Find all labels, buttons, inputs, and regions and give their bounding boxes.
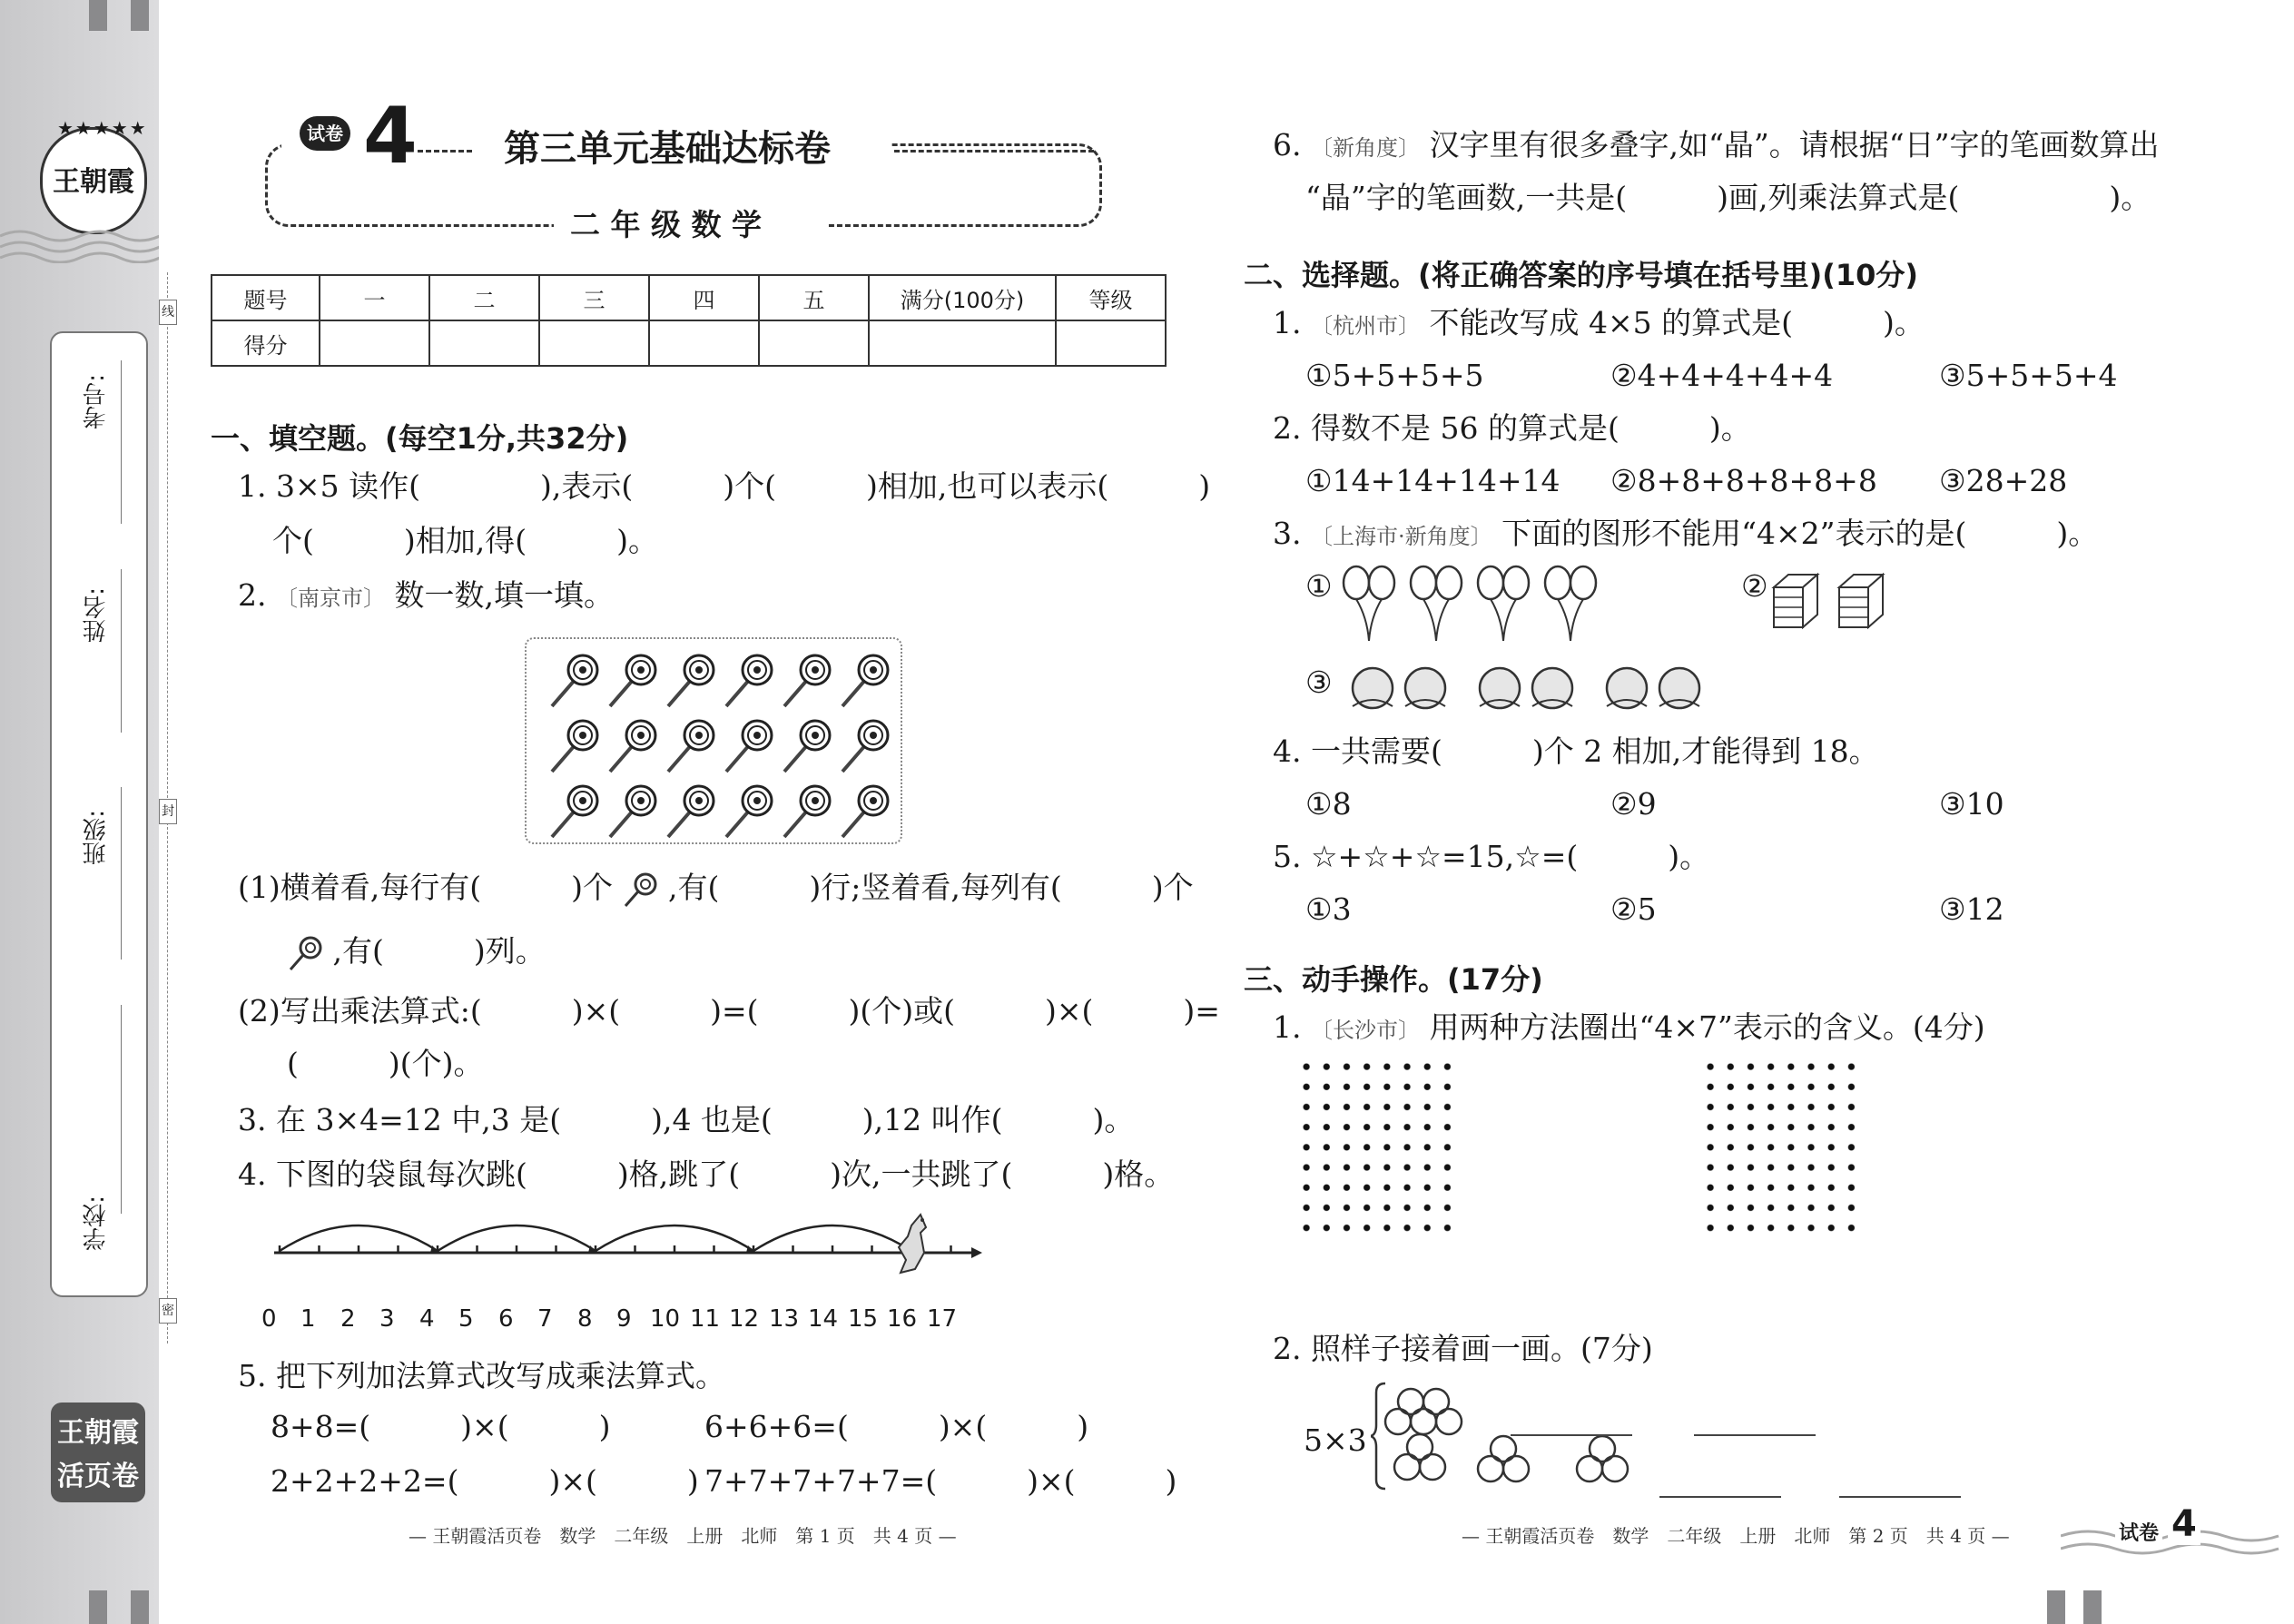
q4-text: 4. 下图的袋鼠每次跳( )格,跳了( )次,一共跳了( )格。: [238, 1156, 1175, 1192]
q2-sub1-part1: (1)横着看,每行有( )个: [238, 870, 613, 905]
section1-heading: 一、填空题。(每空1分,共32分): [211, 421, 629, 456]
dot-grid-right[interactable]: [1700, 1057, 1862, 1238]
s3-q1-line: [1273, 1008, 1985, 1050]
s3-q1-text: 用两种方法圈出“4×7”表示的含义。(4分): [1429, 1009, 1985, 1045]
school-label: 学校:: [83, 1196, 110, 1251]
name-label: 姓名:: [83, 587, 110, 643]
student-info-box: [50, 331, 148, 1297]
q2-sub1-line2: [287, 931, 546, 971]
q5-item: 8+8=( )×( ): [271, 1409, 611, 1444]
table-cell: 一: [320, 275, 429, 320]
binding-bar: [131, 0, 149, 31]
lollipop: [610, 786, 655, 837]
footer-left: — 王朝霞活页卷 数学 二年级 上册 北师 第 1 页 共 4 页 —: [409, 1525, 957, 1547]
s2-q1-option[interactable]: ①5+5+5+5: [1305, 358, 1484, 393]
answer-line[interactable]: [1694, 1434, 1816, 1436]
brand-logo: [40, 117, 148, 234]
number-line: [263, 1207, 989, 1271]
circle-drawing-area: [1371, 1380, 1934, 1498]
tick-label: 14: [808, 1305, 839, 1333]
s2-q3-source: 〔上海市·新角度〕: [1311, 524, 1492, 549]
q6-line1: [1273, 125, 2159, 168]
tick-label: 11: [690, 1305, 721, 1333]
s2-q1-label: 1.: [1273, 305, 1302, 340]
section3-heading: 三、动手操作。(17分): [1244, 962, 1543, 997]
balloon-pair: [1478, 566, 1529, 641]
q2-sub1-line1: [238, 868, 1194, 908]
answer-line[interactable]: [1511, 1434, 1632, 1436]
q2-source: 〔南京市〕: [276, 586, 385, 611]
binding-bar: [89, 0, 107, 31]
tick-label: 3: [379, 1305, 395, 1333]
logo-text: 王朝霞: [53, 166, 134, 198]
tick-label: 17: [927, 1305, 958, 1333]
table-cell: 三: [539, 275, 649, 320]
balloons-image: [1342, 563, 1614, 645]
tick-label: 2: [340, 1305, 356, 1333]
s2-q5-option[interactable]: ②5: [1610, 891, 1657, 927]
balloon-pair: [1344, 566, 1394, 641]
tick-label: 13: [769, 1305, 800, 1333]
name-field[interactable]: [121, 569, 122, 733]
lollipop-grid: [525, 637, 902, 844]
subtitle: 二 年 级 数 学: [570, 207, 762, 242]
s2-q5-option[interactable]: ③12: [1939, 891, 2004, 927]
table-cell: 四: [649, 275, 759, 320]
tick-label: 12: [729, 1305, 760, 1333]
lollipop-image: [527, 639, 901, 842]
table-cell: 题号: [212, 275, 320, 320]
s2-q4-option[interactable]: ③10: [1939, 786, 2004, 822]
section2-heading: 二、选择题。(将正确答案的序号填在括号里)(10分): [1244, 258, 1919, 292]
score-cell[interactable]: [869, 320, 1056, 366]
tick-label: 10: [650, 1305, 681, 1333]
lollipop: [552, 721, 597, 772]
lollipop: [784, 786, 830, 837]
s2-q2-option[interactable]: ①14+14+14+14: [1305, 463, 1561, 498]
s2-q3-label: 3.: [1273, 516, 1302, 551]
q2-sub1-line2-text: ,有( )列。: [332, 933, 546, 969]
lollipop: [552, 786, 597, 837]
q1-line1: 1. 3×5 读作( ),表示( )个( )相加,也可以表示( ): [238, 468, 1211, 504]
tick-label: 6: [498, 1305, 514, 1333]
page-title: 第三单元基础达标卷: [504, 128, 831, 170]
lollipop: [726, 655, 772, 706]
exam-number: 4: [363, 91, 418, 182]
q2-sub1-part2: ,有( )行;竖着看,每列有( )个: [667, 870, 1194, 905]
q2-sub2-line1: (2)写出乘法算式:( )×( )=( )(个)或( )×( )=: [238, 993, 1220, 1029]
binding-mark: 线: [159, 300, 177, 325]
s2-q4-text: 4. 一共需要( )个 2 相加,才能得到 18。: [1273, 733, 1879, 769]
score-cell[interactable]: [320, 320, 429, 366]
peach-pair: [1607, 668, 1699, 708]
tick-label: 15: [848, 1305, 879, 1333]
q6-line1-text: 汉字里有很多叠字,如“晶”。请根据“日”字的笔画数算出: [1429, 127, 2160, 162]
book-stacks-image: [1770, 567, 1897, 631]
exam-tag: 试卷: [300, 116, 350, 151]
answer-line[interactable]: [1659, 1496, 1781, 1498]
s2-q1-source: 〔杭州市〕: [1311, 313, 1420, 339]
s2-q3-option[interactable]: ③: [1305, 664, 1333, 700]
exam-number-label: 考号:: [83, 374, 110, 429]
q6-line2: “晶”字的笔画数,一共是( )画,列乘法算式是( )。: [1305, 180, 2151, 215]
lollipop: [668, 655, 714, 706]
exam-number-field[interactable]: [121, 360, 122, 524]
s2-q4-option[interactable]: ②9: [1610, 786, 1657, 822]
score-cell[interactable]: [1056, 320, 1166, 366]
s3-q1-label: 1.: [1273, 1009, 1302, 1045]
table-cell: 五: [759, 275, 869, 320]
q5-text: 5. 把下列加法算式改写成乘法算式。: [238, 1358, 725, 1393]
s2-q5-text: 5. ☆+☆+☆=15,☆=( )。: [1273, 839, 1710, 874]
q2-label: 2.: [238, 577, 267, 613]
q2-line: [238, 576, 614, 618]
q5-item: 2+2+2+2=( )×( ): [271, 1463, 699, 1499]
score-table-header-row: [212, 275, 1166, 320]
lollipop: [552, 655, 597, 706]
school-field[interactable]: [121, 1005, 122, 1214]
lollipop: [842, 786, 888, 837]
brand-badge: [51, 1403, 145, 1502]
binding-bar: [131, 1590, 149, 1624]
table-cell: 等级: [1056, 275, 1166, 320]
lollipop: [668, 721, 714, 772]
q6-source: 〔新角度〕: [1311, 135, 1420, 161]
class-field[interactable]: [121, 787, 122, 960]
q5-item: 6+6+6=( )×( ): [704, 1409, 1089, 1444]
lollipop: [784, 721, 830, 772]
balloon-pair: [1411, 566, 1462, 641]
tick-label: 9: [616, 1305, 632, 1333]
peach-pair: [1353, 668, 1445, 708]
peach-pair: [1480, 668, 1572, 708]
tick-label: 4: [419, 1305, 435, 1333]
s2-q1-line: [1273, 303, 1925, 346]
s2-q2-option[interactable]: ②8+8+8+8+8+8: [1610, 463, 1877, 498]
wave-decoration: [0, 227, 159, 263]
footer-tag: 试卷: [2115, 1518, 2162, 1546]
table-cell: 二: [429, 275, 539, 320]
logo-stars-icon: ★★★★★: [57, 117, 148, 139]
badge-line2: 活页卷: [57, 1461, 139, 1492]
tick-label: 7: [537, 1305, 553, 1333]
tick-label: 1: [300, 1305, 316, 1333]
s2-q2-text: 2. 得数不是 56 的算式是( )。: [1273, 410, 1751, 446]
q2-sub2-line2: ( )(个)。: [287, 1046, 484, 1081]
s2-q3-option[interactable]: ②: [1741, 568, 1768, 604]
q1-line2: 个( )相加,得( )。: [272, 523, 658, 558]
lollipop: [842, 655, 888, 706]
s2-q3-text: 下面的图形不能用“4×2”表示的是( )。: [1501, 516, 2099, 551]
table-cell: 满分(100分): [869, 275, 1056, 320]
peaches-image: [1334, 661, 1734, 715]
badge-line1: 王朝霞: [57, 1417, 139, 1449]
table-cell: 得分: [212, 320, 320, 366]
title-dash: [894, 150, 1094, 153]
s2-q1-option[interactable]: ②4+4+4+4+4: [1610, 358, 1834, 393]
tick-label: 5: [458, 1305, 474, 1333]
lollipop: [726, 786, 772, 837]
tick-label: 8: [577, 1305, 593, 1333]
score-cell[interactable]: [759, 320, 869, 366]
binding-bar: [2047, 1590, 2065, 1624]
tick-label: 16: [887, 1305, 918, 1333]
lollipop: [610, 655, 655, 706]
title-dash: [418, 150, 472, 153]
binding-mark: 封: [159, 799, 177, 824]
s2-q1-text: 不能改写成 4×5 的算式是( )。: [1429, 305, 1925, 340]
s3-q1-source: 〔长沙市〕: [1311, 1018, 1420, 1043]
score-cell[interactable]: [539, 320, 649, 366]
lollipop: [784, 655, 830, 706]
score-table: [211, 274, 1167, 367]
q3-text: 3. 在 3×4=12 中,3 是( ),4 也是( ),12 叫作( )。: [238, 1102, 1135, 1137]
kangaroo-icon: [890, 1209, 944, 1282]
lollipop: [668, 786, 714, 837]
lollipop: [726, 721, 772, 772]
s3-q2-text: 2. 照样子接着画一画。(7分): [1273, 1331, 1653, 1366]
score-table-row: [212, 320, 1166, 366]
answer-line[interactable]: [1839, 1496, 1961, 1498]
balloon-pair: [1545, 566, 1596, 641]
binding-bar: [89, 1590, 107, 1624]
footer-number: 4: [2168, 1503, 2200, 1545]
tick-label: 0: [261, 1305, 277, 1333]
s2-q2-option[interactable]: ③28+28: [1939, 463, 2068, 498]
footer-right: — 王朝霞活页卷 数学 二年级 上册 北师 第 2 页 共 4 页 —: [1462, 1525, 2010, 1547]
class-label: 班级:: [83, 810, 110, 865]
s2-q5-option[interactable]: ①3: [1305, 891, 1352, 927]
binding-bar: [2083, 1590, 2102, 1624]
s2-q1-option[interactable]: ③5+5+5+4: [1939, 358, 2118, 393]
s2-q4-option[interactable]: ①8: [1305, 786, 1352, 822]
s3-q2-label: 5×3: [1304, 1422, 1367, 1458]
lollipop: [610, 721, 655, 772]
q2-text: 数一数,填一填。: [394, 577, 614, 613]
s2-q3-option[interactable]: ①: [1305, 568, 1333, 604]
q6-label: 6.: [1273, 127, 1302, 162]
score-cell[interactable]: [429, 320, 539, 366]
lollipop-icon: [622, 871, 658, 908]
binding-mark: 密: [159, 1298, 177, 1324]
s2-q3-line: [1273, 514, 2098, 556]
lollipop-icon: [287, 935, 323, 971]
score-cell[interactable]: [649, 320, 759, 366]
dot-grid-left[interactable]: [1296, 1057, 1458, 1238]
lollipop: [842, 721, 888, 772]
q5-item: 7+7+7+7+7=( )×( ): [704, 1463, 1177, 1499]
